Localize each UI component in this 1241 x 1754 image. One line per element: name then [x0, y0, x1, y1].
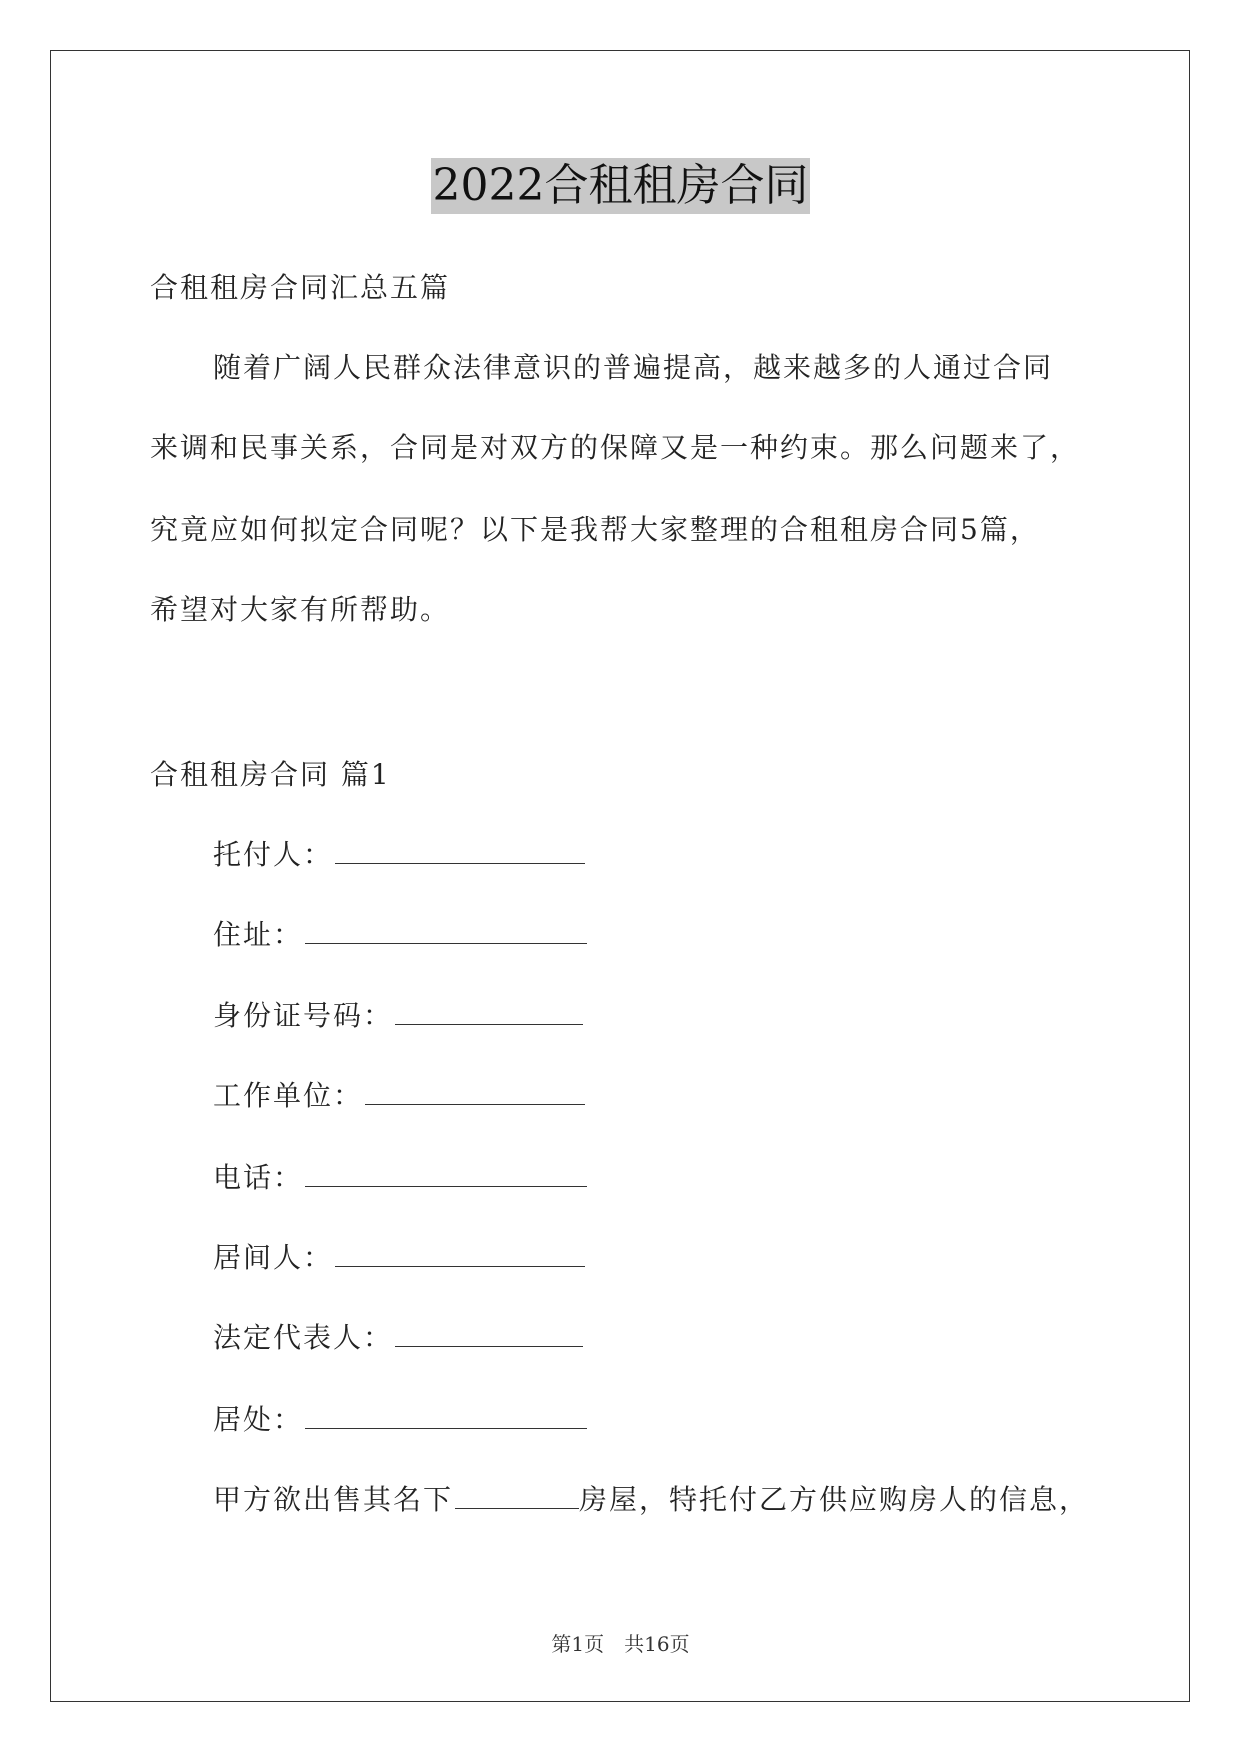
intro-line-4: 希望对大家有所帮助。 — [150, 593, 451, 626]
field-row — [213, 1318, 583, 1358]
section-heading: 合租租房合同 篇1 — [150, 758, 391, 791]
document-subtitle: 合租租房合同汇总五篇 — [150, 271, 451, 304]
intro-line-2: 来调和民事关系，合同是对双方的保障又是一种约束。那么问题来了， — [150, 431, 1081, 464]
fill-in-blank — [395, 1318, 583, 1347]
fill-in-blank — [335, 835, 585, 864]
fill-in-blank — [395, 996, 583, 1025]
body-line — [213, 1480, 1089, 1520]
field-row — [213, 1076, 585, 1116]
field-row — [213, 1400, 587, 1440]
field-label: 工作单位： — [213, 1079, 364, 1112]
field-row — [213, 1238, 585, 1278]
body-text-after: 房屋，特托付乙方供应购房人的信息， — [579, 1483, 1090, 1516]
field-label: 电话： — [213, 1161, 304, 1194]
fill-in-blank — [335, 1238, 585, 1267]
field-row — [213, 996, 583, 1036]
field-label: 身份证号码： — [213, 999, 394, 1032]
intro-line-3: 究竟应如何拟定合同呢？以下是我帮大家整理的合租租房合同5篇， — [150, 513, 1040, 546]
document-title: 2022合租租房合同 — [431, 158, 811, 214]
field-row — [213, 915, 587, 955]
fill-in-blank — [455, 1480, 579, 1509]
field-row — [213, 1158, 587, 1198]
fill-in-blank — [305, 1158, 587, 1187]
field-label: 居间人： — [213, 1241, 334, 1274]
page-number-footer: 第1页 共16页 — [551, 1632, 690, 1656]
field-label: 住址： — [213, 918, 304, 951]
title-container — [0, 158, 1241, 214]
fill-in-blank — [365, 1076, 585, 1105]
fill-in-blank — [305, 1400, 587, 1429]
body-text-before: 甲方欲出售其名下 — [213, 1483, 454, 1516]
field-row — [213, 835, 585, 875]
field-label: 托付人： — [213, 838, 334, 871]
field-label: 法定代表人： — [213, 1321, 394, 1354]
fill-in-blank — [305, 915, 587, 944]
field-label: 居处： — [213, 1403, 304, 1436]
intro-line-1: 随着广阔人民群众法律意识的普遍提高，越来越多的人通过合同 — [213, 351, 1054, 384]
